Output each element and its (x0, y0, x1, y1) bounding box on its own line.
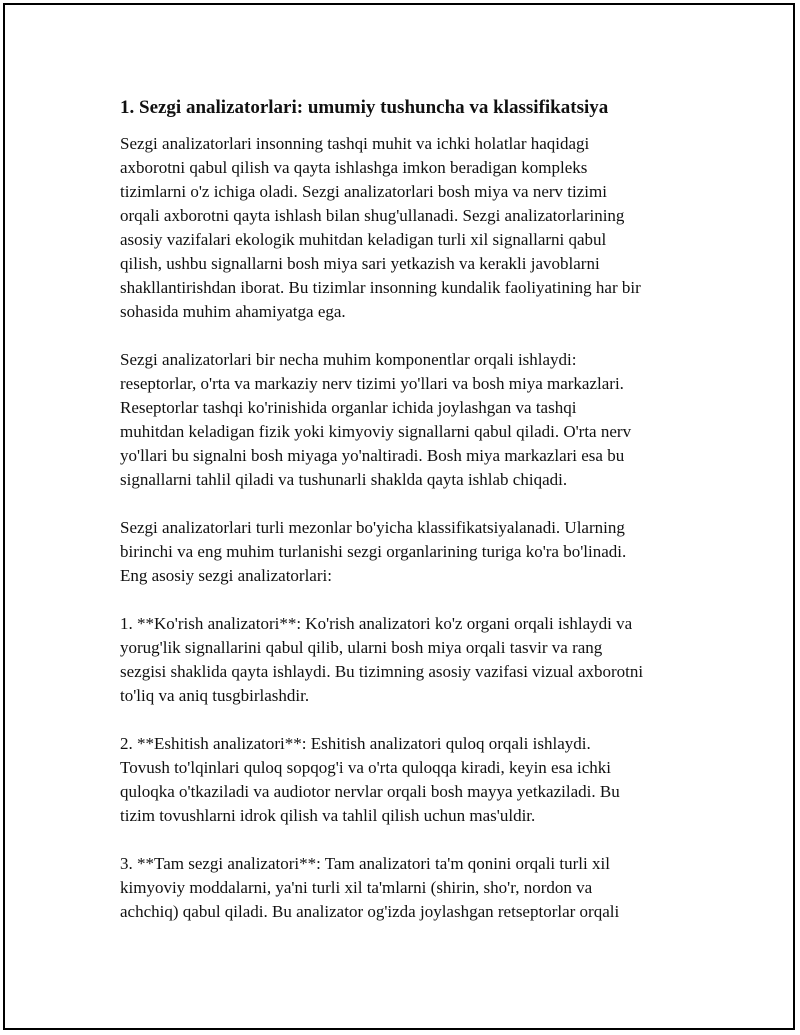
text-line: muhitdan keladigan fizik yoki kimyoviy signallarni qabul qiladi. O'rta nerv (120, 422, 632, 441)
text-line: asosiy vazifalari ekologik muhitdan keladigan turli xil signallarni qabul (120, 230, 607, 249)
section-heading: 1. Sezgi analizatorlari: umumiy tushuncha va klassifikatsiya (120, 97, 609, 118)
text-line: tizim tovushlarni idrok qilish va tahlil qilish uchun mas'uldir. (120, 806, 536, 825)
text-line: qilish, ushbu signallarni bosh miya sari yetkazish va kerakli javoblarni (120, 254, 600, 273)
text-line: achchiq) qabul qiladi. Bu analizator og'izda joylashgan retseptorlar orqali (120, 902, 620, 921)
text-line: sezgisi shaklida qayta ishlaydi. Bu tizimning asosiy vazifasi vizual axborotni (120, 662, 644, 681)
text-line: Sezgi analizatorlari turli mezonlar bo'yicha klassifikatsiyalanadi. Ularning (120, 518, 625, 537)
paragraph-components (120, 348, 700, 492)
text-line: tizimlarni o'z ichiga oladi. Sezgi analizatorlari bosh miya va nerv tizimi (120, 182, 607, 201)
text-line: to'liq va aniq tusgbirlashdir. (120, 686, 310, 705)
text-line: Sezgi analizatorlari bir necha muhim komponentlar orqali ishlaydi: (120, 350, 577, 369)
paragraph-classification (120, 516, 700, 588)
text-line: sohasida muhim ahamiyatga ega. (120, 302, 346, 321)
text-line: 3. **Tam sezgi analizatori**: Tam analizatori ta'm qonini orqali turli xil (120, 854, 610, 873)
text-line: yo'llari bu signalni bosh miyaga yo'naltiradi. Bosh miya markazlari esa bu (120, 446, 625, 465)
list-item-vision (120, 612, 700, 708)
text-line: Tovush to'lqinlari quloq sopqog'i va o'rta quloqqa kiradi, keyin esa ichki (120, 758, 611, 777)
list-item-hearing (120, 732, 700, 828)
page-frame (3, 3, 795, 1030)
text-line: Sezgi analizatorlari insonning tashqi muhit va ichki holatlar haqidagi (120, 134, 590, 153)
text-line: axborotni qabul qilish va qayta ishlashga imkon beradigan kompleks (120, 158, 588, 177)
text-line: shakllantirishdan iborat. Bu tizimlar insonning kundalik faoliyatining har bir (120, 278, 641, 297)
text-line: orqali axborotni qayta ishlash bilan shug'ullanadi. Sezgi analizatorlarining (120, 206, 625, 225)
text-line: Eng asosiy sezgi analizatorlari: (120, 566, 332, 585)
document-body (120, 96, 700, 948)
text-line: signallarni tahlil qiladi va tushunarli shaklda qayta ishlab chiqadi. (120, 470, 568, 489)
text-line: reseptorlar, o'rta va markaziy nerv tizimi yo'llari va bosh miya markazlari. (120, 374, 624, 393)
text-line: quloqka o'tkaziladi va audiotor nervlar orqali bosh mayya yetkaziladi. Bu (120, 782, 620, 801)
paragraph-intro (120, 132, 700, 324)
text-line: birinchi va eng muhim turlanishi sezgi organlarining turiga ko'ra bo'linadi. (120, 542, 627, 561)
text-line: Reseptorlar tashqi ko'rinishida organlar ichida joylashgan va tashqi (120, 398, 577, 417)
list-item-taste (120, 852, 700, 924)
text-line: kimyoviy moddalarni, ya'ni turli xil ta'mlarni (shirin, sho'r, nordon va (120, 878, 593, 897)
text-line: 1. **Ko'rish analizatori**: Ko'rish analizatori ko'z organi orqali ishlaydi va (120, 614, 633, 633)
text-line: 2. **Eshitish analizatori**: Eshitish analizatori quloq orqali ishlaydi. (120, 734, 591, 753)
text-line: yorug'lik signallarini qabul qilib, ularni bosh miya orqali tasvir va rang (120, 638, 603, 657)
